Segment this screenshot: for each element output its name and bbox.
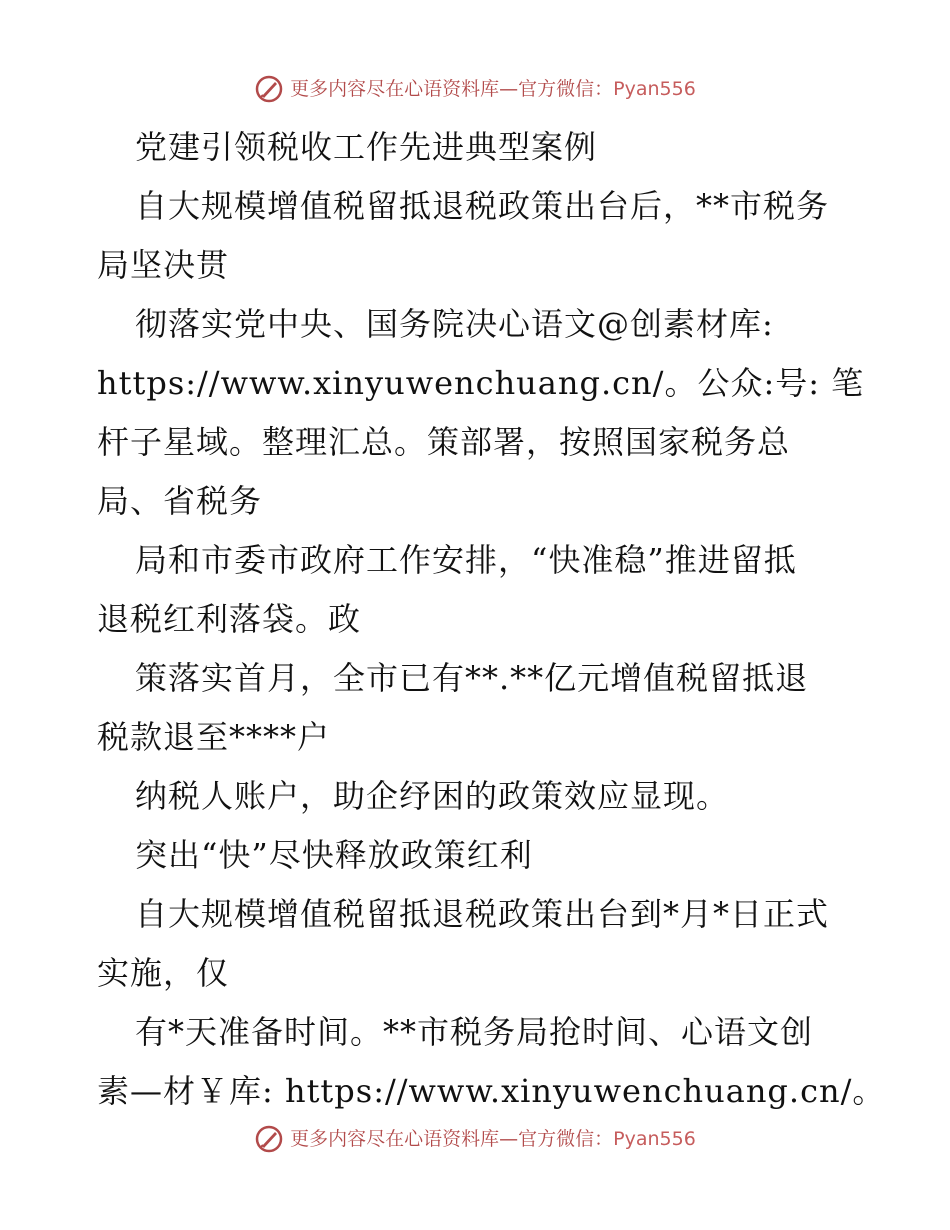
text-line: 退税红利落袋。政 [97, 600, 362, 638]
text-line: https://www.xinyuwenchuang.cn/。公众:号: 笔 [97, 364, 865, 402]
text-line: 素—材￥库: https://www.xinyuwenchuang.cn/。 [97, 1072, 886, 1110]
quill-logo-icon [254, 1124, 284, 1154]
text-line: 实施，仅 [97, 954, 230, 992]
text-line: 局、省税务 [97, 482, 263, 520]
footer-watermark [0, 1124, 950, 1154]
text-line: 杆子星域。整理汇总。策部署，按照国家税务总 [97, 423, 791, 461]
text-line: 策落实首月，全市已有**.**亿元增值税留抵退 [135, 659, 809, 697]
text-line: 局和市委市政府工作安排，“快准稳”推进留抵 [135, 541, 797, 579]
header-watermark [0, 74, 950, 104]
document-body [97, 118, 886, 1121]
text-line: 税款退至****户 [97, 718, 331, 756]
text-line: 突出“快”尽快释放政策红利 [135, 836, 533, 874]
text-line: 有*天准备时间。**市税务局抢时间、心语文创 [135, 1013, 814, 1051]
text-line: 局坚决贯 [97, 246, 230, 284]
quill-logo-icon [254, 74, 284, 104]
text-line: 党建引领税收工作先进典型案例 [135, 128, 598, 166]
text-line: 纳税人账户，助企纾困的政策效应显现。 [135, 777, 730, 815]
text-line: 彻落实党中央、国务院决心语文@创素材库: [135, 305, 774, 343]
watermark-text: 更多内容尽在心语资料库—官方微信：Pyan556 [290, 78, 696, 100]
text-line: 自大规模增值税留抵退税政策出台到*月*日正式 [135, 895, 830, 933]
watermark-text: 更多内容尽在心语资料库—官方微信：Pyan556 [290, 1128, 696, 1150]
text-line: 自大规模增值税留抵退税政策出台后，**市税务 [135, 187, 830, 225]
